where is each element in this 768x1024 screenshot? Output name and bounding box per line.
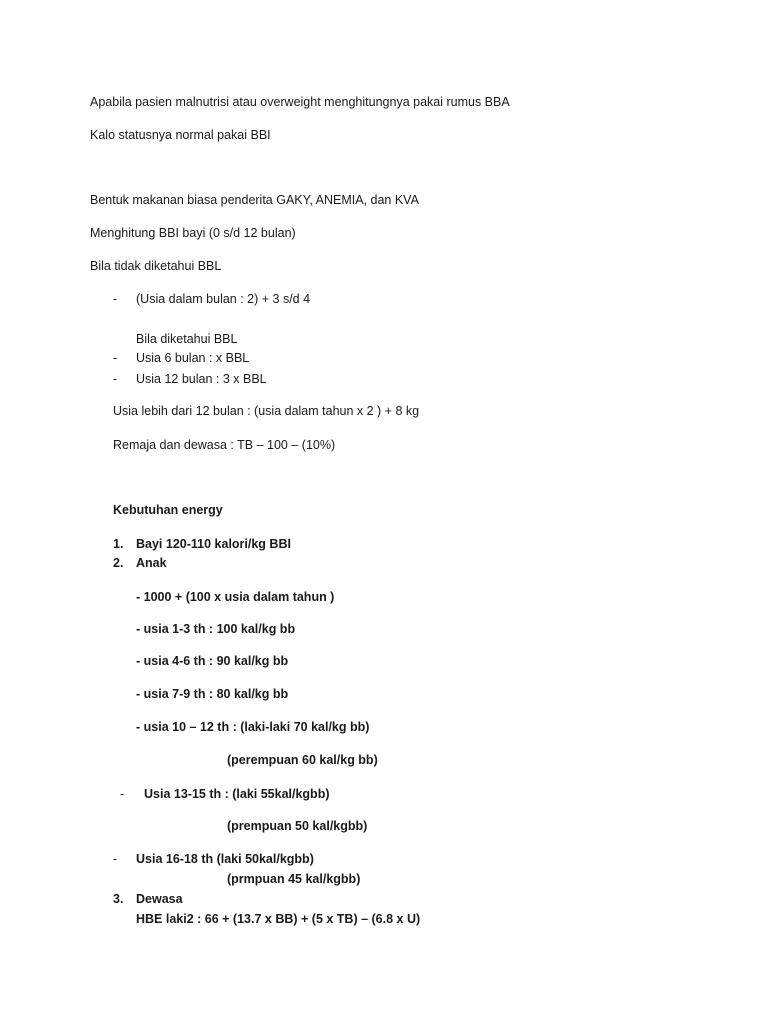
energy-list-num: 1. bbox=[113, 537, 124, 551]
anak-item: - usia 4-6 th : 90 kal/kg bb bbox=[136, 654, 289, 668]
intro-line-2: Kalo statusnya normal pakai BBI bbox=[90, 128, 271, 142]
bbl-unknown-heading: Bila tidak diketahui BBL bbox=[90, 259, 222, 273]
food-line: Bentuk makanan biasa penderita GAKY, ANEMIA, dan KVA bbox=[90, 193, 419, 207]
bullet-dash: - bbox=[113, 292, 118, 306]
bbl-known-heading: Bila diketahui BBL bbox=[136, 332, 238, 346]
usia-13-15: Usia 13-15 th : (laki 55kal/kgbb) bbox=[144, 787, 330, 801]
energy-list-num: 2. bbox=[113, 556, 124, 570]
teen-adult: Remaja dan dewasa : TB – 100 – (10%) bbox=[113, 438, 336, 452]
usia-16-18: Usia 16-18 th (laki 50kal/kgbb) bbox=[136, 852, 314, 866]
perempuan-10-12: (perempuan 60 kal/kg bb) bbox=[227, 753, 378, 767]
anak-item: - usia 7-9 th : 80 kal/kg bb bbox=[136, 687, 289, 701]
over-12-months: Usia lebih dari 12 bulan : (usia dalam tahun x 2 ) + 8 kg bbox=[113, 404, 420, 418]
prempuan-13-15: (prempuan 50 kal/kgbb) bbox=[227, 819, 368, 833]
prmpuan-16-18: (prmpuan 45 kal/kgbb) bbox=[227, 872, 361, 886]
dewasa-num: 3. bbox=[113, 892, 124, 906]
anak-item: - 1000 + (100 x usia dalam tahun ) bbox=[136, 590, 335, 604]
bbl-known-item: Usia 12 bulan : 3 x BBL bbox=[136, 372, 267, 386]
bullet-dash: - bbox=[113, 372, 118, 386]
bullet-dash: - bbox=[113, 852, 118, 866]
bullet-dash: - bbox=[113, 351, 118, 365]
anak-item: - usia 1-3 th : 100 kal/kg bb bbox=[136, 622, 296, 636]
bullet-dash: - bbox=[120, 787, 125, 801]
intro-line-1: Apabila pasien malnutrisi atau overweight menghitungnya pakai rumus BBA bbox=[90, 95, 510, 109]
anak-item: - usia 10 – 12 th : (laki-laki 70 kal/kg bb) bbox=[136, 720, 370, 734]
bbi-bayi-heading: Menghitung BBI bayi (0 s/d 12 bulan) bbox=[90, 226, 296, 240]
energy-heading: Kebutuhan energy bbox=[113, 503, 223, 517]
bbl-known-item: Usia 6 bulan : x BBL bbox=[136, 351, 250, 365]
energy-list-text: Anak bbox=[136, 556, 167, 570]
bbl-unknown-formula: (Usia dalam bulan : 2) + 3 s/d 4 bbox=[136, 292, 311, 306]
hbe-formula: HBE laki2 : 66 + (13.7 x BB) + (5 x TB) – (6.8 x U) bbox=[136, 912, 421, 926]
energy-list-text: Bayi 120-110 kalori/kg BBI bbox=[136, 537, 291, 551]
dewasa-label: Dewasa bbox=[136, 892, 183, 906]
